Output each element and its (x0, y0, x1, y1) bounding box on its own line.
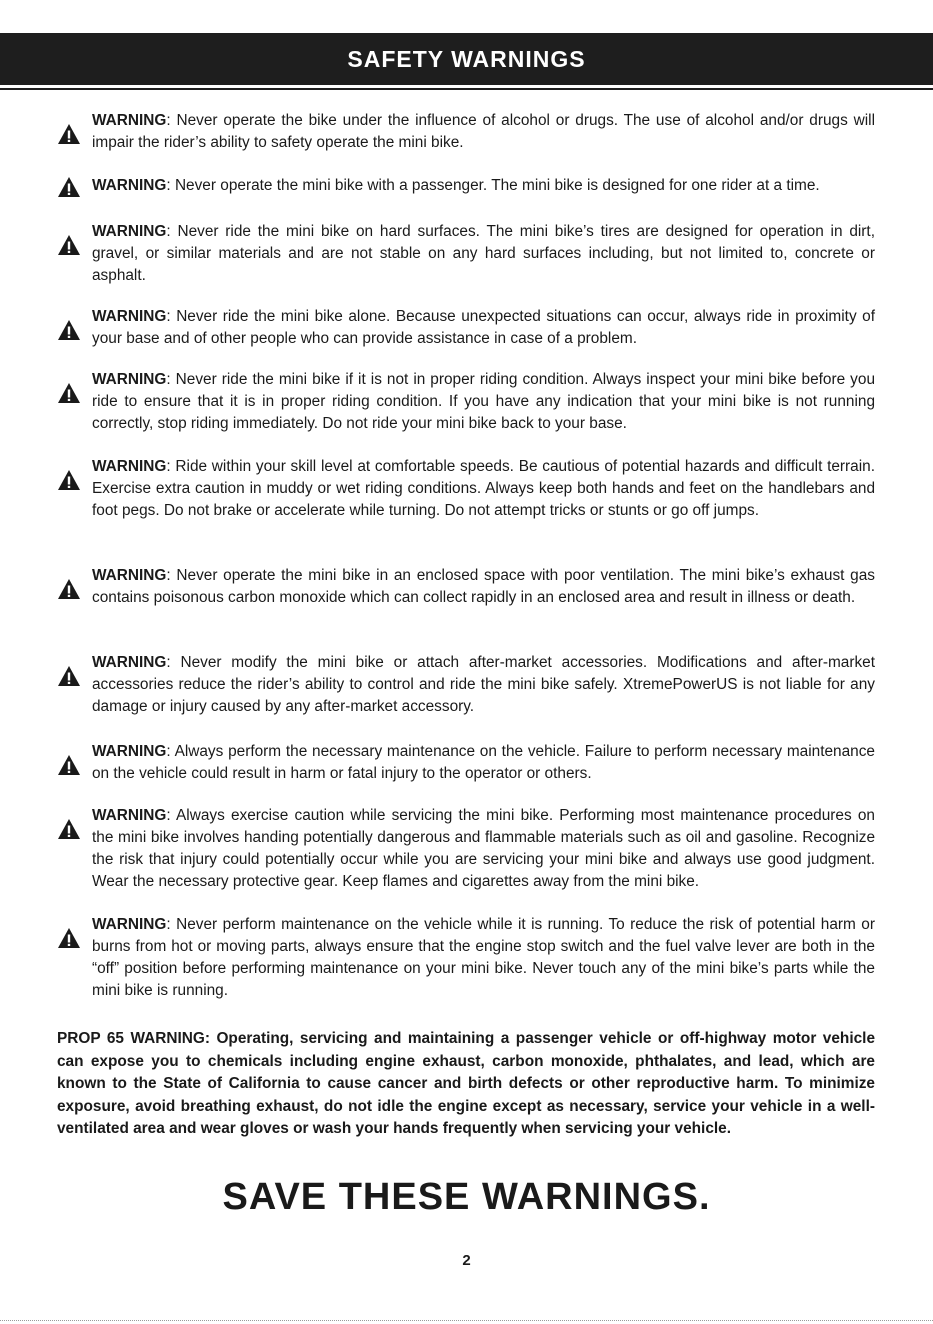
warning-triangle-icon (57, 927, 81, 949)
warning-body: : Always perform the necessary maintenance on the vehicle. Failure to perform necessary maintenance on the vehicle could result in harm or fatal injury to the operator or others. (92, 743, 875, 782)
warning-label: WARNING (92, 371, 167, 388)
bottom-divider (0, 1320, 933, 1321)
warning-label: WARNING (92, 654, 167, 671)
warning-body: : Never ride the mini bike if it is not in proper riding condition. Always inspect your mini bike before you ride to ensure that it is in proper riding condition. If you have any indication that your mini bike is not running correctly, stop riding immediately. Do not ride your mini bike back to your base. (92, 371, 875, 432)
warning-text (92, 652, 875, 718)
warning-text (92, 110, 875, 154)
page-title-bar (0, 33, 933, 85)
warning-text (92, 175, 875, 197)
save-warnings-heading: SAVE THESE WARNINGS. (222, 1176, 711, 1218)
warning-text (92, 221, 875, 287)
prop65-warning: PROP 65 WARNING: Operating, servicing and maintaining a passenger vehicle or off-highway motor vehicle can expose you to chemicals including engine exhaust, carbon monoxide, phthalates, and lead, which are known to the State of California to cause cancer and birth defects or other reproductive harm. To minimize exposure, avoid breathing exhaust, do not idle the engine except as necessary, service your vehicle in a well-ventilated area and wear gloves or wash your hands frequently when servicing your vehicle. (57, 1030, 875, 1138)
warning-body: : Never ride the mini bike on hard surfaces. The mini bike’s tires are designed for operation in dirt, gravel, or similar materials and are not stable on any hard surfaces including, but not limited to, concrete or asphalt. (92, 223, 875, 284)
warning-text (92, 369, 875, 435)
warning-text (92, 456, 875, 522)
warning-label: WARNING (92, 308, 167, 325)
warning-triangle-icon (57, 754, 81, 776)
warning-triangle-icon (57, 469, 81, 491)
warning-triangle-icon (57, 578, 81, 600)
warning-label: WARNING (92, 916, 167, 933)
warning-text (92, 565, 875, 609)
warning-label: WARNING (92, 177, 167, 194)
warning-body: : Never operate the mini bike with a passenger. The mini bike is designed for one rider at a time. (166, 177, 820, 194)
warning-body: : Ride within your skill level at comfortable speeds. Be cautious of potential hazards and difficult terrain. Exercise extra caution in muddy or wet riding conditions. Always keep both hands and feet on the handlebars and foot pegs. Do not brake or accelerate while turning. Do not attempt tricks or stunts or go off jumps. (92, 458, 875, 519)
warning-text (92, 914, 875, 1002)
warning-triangle-icon (57, 382, 81, 404)
warning-text (92, 805, 875, 893)
warning-triangle-icon (57, 234, 81, 256)
warning-body: : Never operate the mini bike in an enclosed space with poor ventilation. The mini bike’s exhaust gas contains poisonous carbon monoxide which can collect rapidly in an enclosed area and result in illness or death. (92, 567, 875, 606)
warning-triangle-icon (57, 123, 81, 145)
warning-text (92, 741, 875, 785)
warning-triangle-icon (57, 176, 81, 198)
warning-label: WARNING (92, 223, 167, 240)
warning-label: WARNING (92, 567, 167, 584)
warning-body: : Never operate the bike under the influence of alcohol or drugs. The use of alcohol and/or drugs will impair the rider’s ability to safety operate the mini bike. (92, 112, 875, 151)
warning-body: : Never modify the mini bike or attach after-market accessories. Modifications and after-market accessories reduce the rider’s ability to control and ride the mini bike safely. XtremePowerUS is not liable for any damage or injury caused by any after-market accessory. (92, 654, 875, 715)
warning-body: : Never perform maintenance on the vehicle while it is running. To reduce the risk of potential harm or burns from hot or moving parts, always ensure that the engine stop switch and the fuel valve lever are both in the “off” position before performing maintenance on your mini bike. Never touch any of the mini bike’s parts while the mini bike is running. (92, 916, 875, 999)
warning-label: WARNING (92, 112, 167, 129)
title-underline (0, 88, 933, 90)
warning-triangle-icon (57, 665, 81, 687)
warning-body: : Never ride the mini bike alone. Because unexpected situations can occur, always ride in proximity of your base and of other people who can provide assistance in case of a problem. (92, 308, 875, 347)
page-title: SAFETY WARNINGS (347, 45, 586, 72)
warning-label: WARNING (92, 458, 167, 475)
warning-body: : Always exercise caution while servicing the mini bike. Performing most maintenance procedures on the mini bike involves handing potentially dangerous and flammable materials such as oil and gasoline. Recognize the risk that injury could potentially occur while you are servicing your mini bike and always use good judgment. Wear the necessary protective gear. Keep flames and cigarettes away from the mini bike. (92, 807, 875, 890)
warning-text (92, 306, 875, 350)
warning-triangle-icon (57, 319, 81, 341)
page-number: 2 (462, 1252, 471, 1269)
warning-triangle-icon (57, 818, 81, 840)
warning-label: WARNING (92, 743, 167, 760)
warning-label: WARNING (92, 807, 167, 824)
